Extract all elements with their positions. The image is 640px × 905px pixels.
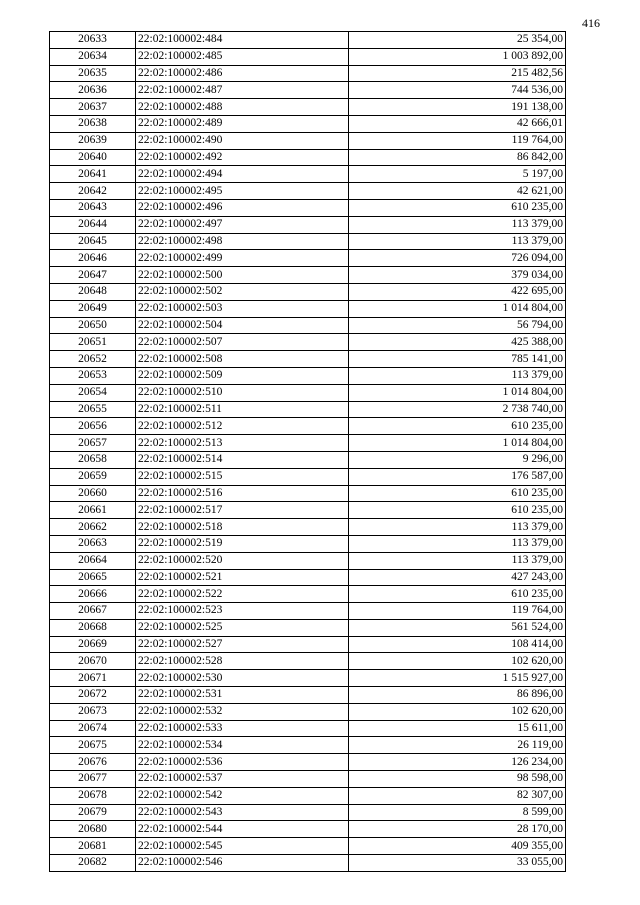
table-row [50, 216, 566, 233]
row-number-cell: 20637 [50, 99, 136, 116]
table-row [50, 821, 566, 838]
cadastral-number-cell: 22:02:100002:530 [136, 670, 349, 687]
cadastral-number-cell: 22:02:100002:490 [136, 132, 349, 149]
row-number-cell: 20664 [50, 552, 136, 569]
cadastral-number-cell: 22:02:100002:536 [136, 754, 349, 771]
cadastral-number-cell: 22:02:100002:517 [136, 502, 349, 519]
cadastral-number-cell: 22:02:100002:509 [136, 367, 349, 384]
row-number-cell: 20648 [50, 283, 136, 300]
cadastral-value-cell: 610 235,00 [349, 485, 566, 502]
table-row [50, 754, 566, 771]
row-number-cell: 20650 [50, 317, 136, 334]
cadastral-value-cell: 113 379,00 [349, 519, 566, 536]
cadastral-value-cell: 86 842,00 [349, 149, 566, 166]
row-number-cell: 20659 [50, 468, 136, 485]
row-number-cell: 20669 [50, 636, 136, 653]
cadastral-value-cell: 25 354,00 [349, 32, 566, 49]
row-number-cell: 20641 [50, 166, 136, 183]
row-number-cell: 20651 [50, 334, 136, 351]
cadastral-number-cell: 22:02:100002:486 [136, 65, 349, 82]
cadastral-number-cell: 22:02:100002:544 [136, 821, 349, 838]
cadastral-number-cell: 22:02:100002:511 [136, 401, 349, 418]
row-number-cell: 20661 [50, 502, 136, 519]
table-row [50, 65, 566, 82]
cadastral-number-cell: 22:02:100002:503 [136, 300, 349, 317]
cadastral-value-cell: 610 235,00 [349, 418, 566, 435]
cadastral-number-cell: 22:02:100002:527 [136, 636, 349, 653]
row-number-cell: 20658 [50, 451, 136, 468]
cadastral-value-cell: 1 515 927,00 [349, 670, 566, 687]
cadastral-number-cell: 22:02:100002:504 [136, 317, 349, 334]
cadastral-value-cell: 1 003 892,00 [349, 48, 566, 65]
row-number-cell: 20670 [50, 653, 136, 670]
cadastral-number-cell: 22:02:100002:484 [136, 32, 349, 49]
table-row [50, 502, 566, 519]
table-row [50, 149, 566, 166]
cadastral-value-cell: 9 296,00 [349, 451, 566, 468]
cadastral-value-cell: 191 138,00 [349, 99, 566, 116]
cadastral-value-cell: 610 235,00 [349, 199, 566, 216]
row-number-cell: 20643 [50, 199, 136, 216]
cadastral-value-cell: 726 094,00 [349, 250, 566, 267]
row-number-cell: 20677 [50, 771, 136, 788]
table-row [50, 586, 566, 603]
table-row [50, 653, 566, 670]
table-row [50, 351, 566, 368]
table-row [50, 250, 566, 267]
row-number-cell: 20656 [50, 418, 136, 435]
cadastral-number-cell: 22:02:100002:532 [136, 703, 349, 720]
cadastral-number-cell: 22:02:100002:495 [136, 183, 349, 200]
table-row [50, 451, 566, 468]
table-row [50, 519, 566, 536]
row-number-cell: 20646 [50, 250, 136, 267]
row-number-cell: 20672 [50, 687, 136, 704]
cadastral-value-cell: 98 598,00 [349, 771, 566, 788]
cadastral-value-cell: 15 611,00 [349, 720, 566, 737]
cadastral-number-cell: 22:02:100002:537 [136, 771, 349, 788]
row-number-cell: 20678 [50, 787, 136, 804]
cadastral-value-cell: 422 695,00 [349, 283, 566, 300]
cadastral-value-cell: 425 388,00 [349, 334, 566, 351]
cadastral-value-cell: 28 170,00 [349, 821, 566, 838]
cadastral-number-cell: 22:02:100002:523 [136, 603, 349, 620]
table-row [50, 535, 566, 552]
table-row [50, 401, 566, 418]
table-row [50, 485, 566, 502]
cadastral-value-cell: 119 764,00 [349, 603, 566, 620]
row-number-cell: 20638 [50, 115, 136, 132]
row-number-cell: 20679 [50, 804, 136, 821]
cadastral-number-cell: 22:02:100002:543 [136, 804, 349, 821]
cadastral-number-cell: 22:02:100002:525 [136, 619, 349, 636]
cadastral-value-cell: 8 599,00 [349, 804, 566, 821]
table-row [50, 687, 566, 704]
table-row [50, 82, 566, 99]
row-number-cell: 20633 [50, 32, 136, 49]
table-row [50, 367, 566, 384]
cadastral-number-cell: 22:02:100002:534 [136, 737, 349, 754]
cadastral-number-cell: 22:02:100002:510 [136, 384, 349, 401]
row-number-cell: 20668 [50, 619, 136, 636]
cadastral-value-cell: 409 355,00 [349, 838, 566, 855]
cadastral-value-cell: 113 379,00 [349, 216, 566, 233]
cadastral-number-cell: 22:02:100002:520 [136, 552, 349, 569]
table-row [50, 787, 566, 804]
cadastral-value-cell: 82 307,00 [349, 787, 566, 804]
row-number-cell: 20676 [50, 754, 136, 771]
table-row [50, 703, 566, 720]
cadastral-number-cell: 22:02:100002:487 [136, 82, 349, 99]
table-row [50, 670, 566, 687]
cadastral-value-cell: 113 379,00 [349, 552, 566, 569]
row-number-cell: 20666 [50, 586, 136, 603]
row-number-cell: 20634 [50, 48, 136, 65]
cadastral-number-cell: 22:02:100002:518 [136, 519, 349, 536]
cadastral-number-cell: 22:02:100002:514 [136, 451, 349, 468]
table-row [50, 418, 566, 435]
row-number-cell: 20675 [50, 737, 136, 754]
cadastral-number-cell: 22:02:100002:542 [136, 787, 349, 804]
cadastral-value-cell: 42 666,01 [349, 115, 566, 132]
row-number-cell: 20645 [50, 233, 136, 250]
table-row [50, 855, 566, 872]
row-number-cell: 20652 [50, 351, 136, 368]
table-row [50, 132, 566, 149]
cadastral-value-cell: 1 014 804,00 [349, 384, 566, 401]
table-row [50, 317, 566, 334]
table-row [50, 183, 566, 200]
cadastral-number-cell: 22:02:100002:499 [136, 250, 349, 267]
cadastral-value-cell: 1 014 804,00 [349, 300, 566, 317]
cadastral-number-cell: 22:02:100002:512 [136, 418, 349, 435]
cadastral-value-cell: 113 379,00 [349, 233, 566, 250]
cadastral-number-cell: 22:02:100002:515 [136, 468, 349, 485]
table-row [50, 267, 566, 284]
table-row [50, 636, 566, 653]
table-row [50, 771, 566, 788]
table-row [50, 233, 566, 250]
cadastral-value-cell: 33 055,00 [349, 855, 566, 872]
table-row [50, 552, 566, 569]
cadastral-number-cell: 22:02:100002:522 [136, 586, 349, 603]
cadastral-value-cell: 26 119,00 [349, 737, 566, 754]
cadastral-number-cell: 22:02:100002:488 [136, 99, 349, 116]
cadastral-value-cell: 102 620,00 [349, 703, 566, 720]
cadastral-number-cell: 22:02:100002:533 [136, 720, 349, 737]
cadastral-value-cell: 610 235,00 [349, 502, 566, 519]
row-number-cell: 20671 [50, 670, 136, 687]
row-number-cell: 20653 [50, 367, 136, 384]
cadastral-number-cell: 22:02:100002:496 [136, 199, 349, 216]
table-row [50, 334, 566, 351]
cadastral-number-cell: 22:02:100002:531 [136, 687, 349, 704]
row-number-cell: 20663 [50, 535, 136, 552]
cadastral-number-cell: 22:02:100002:500 [136, 267, 349, 284]
cadastral-value-cell: 108 414,00 [349, 636, 566, 653]
cadastral-number-cell: 22:02:100002:492 [136, 149, 349, 166]
cadastral-value-cell: 5 197,00 [349, 166, 566, 183]
table-row [50, 720, 566, 737]
row-number-cell: 20639 [50, 132, 136, 149]
cadastral-number-cell: 22:02:100002:519 [136, 535, 349, 552]
cadastral-value-cell: 42 621,00 [349, 183, 566, 200]
table-row [50, 48, 566, 65]
cadastral-value-cell: 176 587,00 [349, 468, 566, 485]
row-number-cell: 20667 [50, 603, 136, 620]
row-number-cell: 20682 [50, 855, 136, 872]
cadastral-number-cell: 22:02:100002:498 [136, 233, 349, 250]
cadastral-value-cell: 113 379,00 [349, 535, 566, 552]
cadastral-value-cell: 102 620,00 [349, 653, 566, 670]
cadastral-value-cell: 119 764,00 [349, 132, 566, 149]
table-row [50, 300, 566, 317]
table-row [50, 435, 566, 452]
cadastral-value-cell: 56 794,00 [349, 317, 566, 334]
cadastral-value-cell: 113 379,00 [349, 367, 566, 384]
cadastral-number-cell: 22:02:100002:545 [136, 838, 349, 855]
row-number-cell: 20654 [50, 384, 136, 401]
table-row [50, 619, 566, 636]
table-row [50, 737, 566, 754]
table-body [50, 32, 566, 872]
cadastral-value-cell: 785 141,00 [349, 351, 566, 368]
row-number-cell: 20636 [50, 82, 136, 99]
row-number-cell: 20665 [50, 569, 136, 586]
cadastral-number-cell: 22:02:100002:502 [136, 283, 349, 300]
row-number-cell: 20647 [50, 267, 136, 284]
cadastral-value-cell: 379 034,00 [349, 267, 566, 284]
cadastral-value-cell: 427 243,00 [349, 569, 566, 586]
row-number-cell: 20640 [50, 149, 136, 166]
table-row [50, 115, 566, 132]
table-row [50, 199, 566, 216]
table-row [50, 838, 566, 855]
cadastral-value-cell: 126 234,00 [349, 754, 566, 771]
cadastral-number-cell: 22:02:100002:521 [136, 569, 349, 586]
page-number: 416 [582, 16, 600, 30]
table-row [50, 603, 566, 620]
cadastral-number-cell: 22:02:100002:489 [136, 115, 349, 132]
row-number-cell: 20660 [50, 485, 136, 502]
table-row [50, 384, 566, 401]
cadastral-number-cell: 22:02:100002:494 [136, 166, 349, 183]
cadastral-number-cell: 22:02:100002:497 [136, 216, 349, 233]
cadastral-number-cell: 22:02:100002:528 [136, 653, 349, 670]
cadastral-value-table [49, 31, 566, 872]
row-number-cell: 20681 [50, 838, 136, 855]
row-number-cell: 20680 [50, 821, 136, 838]
table-row [50, 32, 566, 49]
row-number-cell: 20635 [50, 65, 136, 82]
cadastral-value-cell: 2 738 740,00 [349, 401, 566, 418]
cadastral-value-cell: 610 235,00 [349, 586, 566, 603]
table-row [50, 99, 566, 116]
table-row [50, 804, 566, 821]
cadastral-value-cell: 215 482,56 [349, 65, 566, 82]
cadastral-number-cell: 22:02:100002:508 [136, 351, 349, 368]
table-row [50, 166, 566, 183]
row-number-cell: 20673 [50, 703, 136, 720]
row-number-cell: 20674 [50, 720, 136, 737]
row-number-cell: 20649 [50, 300, 136, 317]
row-number-cell: 20644 [50, 216, 136, 233]
cadastral-value-cell: 86 896,00 [349, 687, 566, 704]
row-number-cell: 20655 [50, 401, 136, 418]
row-number-cell: 20642 [50, 183, 136, 200]
cadastral-value-cell: 561 524,00 [349, 619, 566, 636]
cadastral-number-cell: 22:02:100002:513 [136, 435, 349, 452]
cadastral-number-cell: 22:02:100002:546 [136, 855, 349, 872]
table-row [50, 468, 566, 485]
cadastral-value-cell: 744 536,00 [349, 82, 566, 99]
row-number-cell: 20662 [50, 519, 136, 536]
table-row [50, 569, 566, 586]
cadastral-value-cell: 1 014 804,00 [349, 435, 566, 452]
cadastral-number-cell: 22:02:100002:516 [136, 485, 349, 502]
table-row [50, 283, 566, 300]
cadastral-number-cell: 22:02:100002:485 [136, 48, 349, 65]
row-number-cell: 20657 [50, 435, 136, 452]
cadastral-number-cell: 22:02:100002:507 [136, 334, 349, 351]
